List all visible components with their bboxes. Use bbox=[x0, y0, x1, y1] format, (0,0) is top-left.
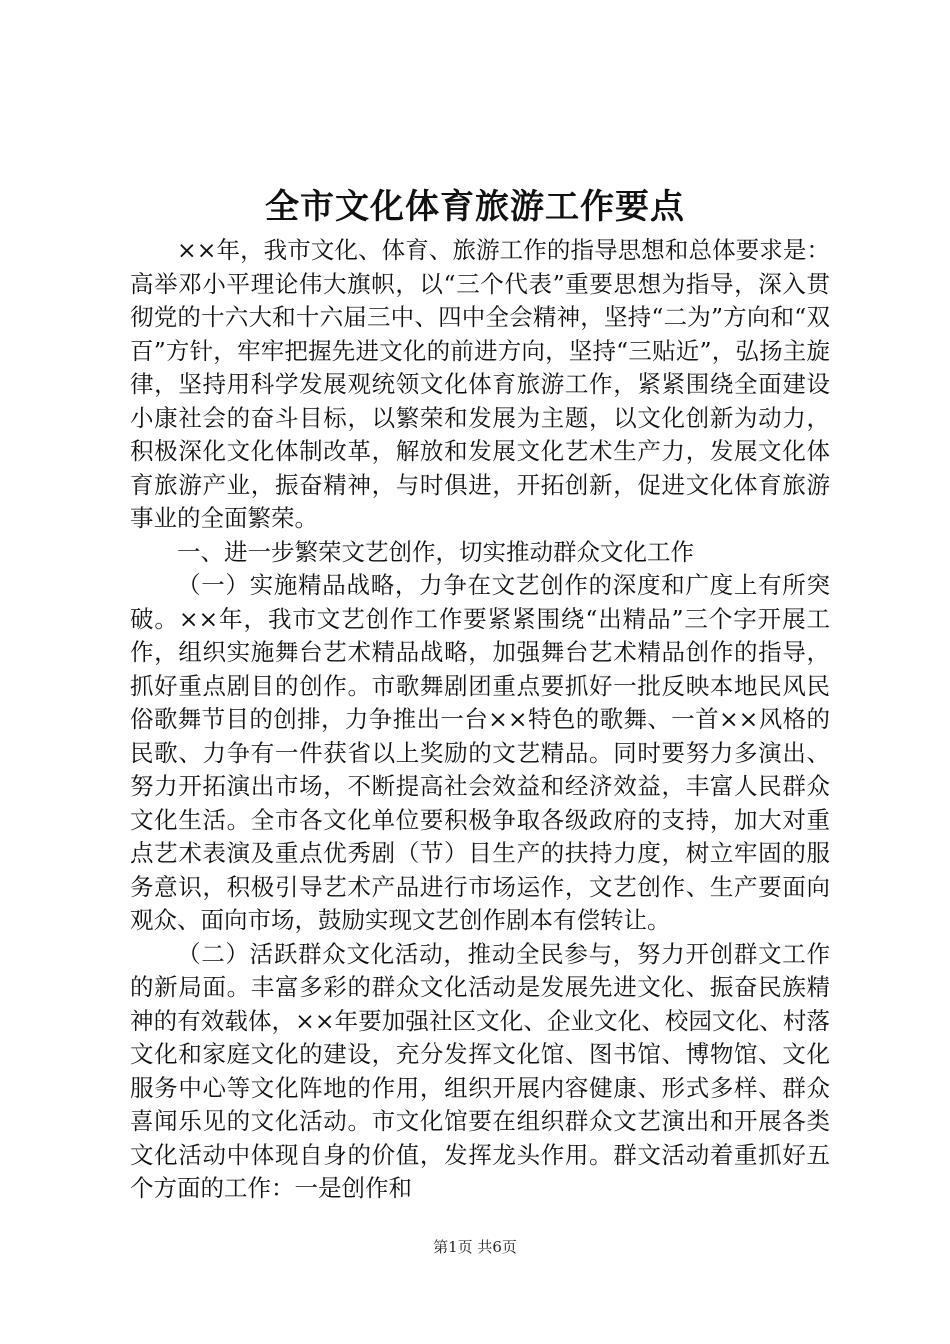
section-heading-1: 一、进一步繁荣文艺创作，切实推动群众文化工作 bbox=[177, 537, 694, 566]
paragraph-section-1-1: （一）实施精品战略，力争在文艺创作的深度和广度上有所突破。××年，我市文艺创作工作要紧紧围绕“出精品”三个字开展工作，组织实施舞台艺术精品战略，加强舞台艺术精品创作的指导，抓好重点剧目的创作。市歌舞剧团重点要抓好一批反映本地民风民俗歌舞节目的创排，力争推出一台××特色的歌舞、一首××风格的民歌、力争有一件获省以上奖励的文艺精品。同时要努力多演出、努力开拓演出市场，不断提高社会效益和经济效益，丰富人民群众文化生活。全市各文化单位要积极争取各级政府的支持，加大对重点艺术表演及重点优秀剧（节）目生产的扶持力度，树立牢固的服务意识，积极引导艺术产品进行市场运作，文艺创作、生产要面向观众、面向市场，鼓励实现文艺创作剧本有偿转让。 bbox=[130, 571, 830, 934]
document-body bbox=[130, 234, 830, 1206]
paragraph-section-1-2: （二）活跃群众文化活动，推动全民参与，努力开创群文工作的新局面。丰富多彩的群众文化活动是发展先进文化、振奋民族精神的有效载体，××年要加强社区文化、企业文化、校园文化、村落文化和家庭文化的建设，充分发挥文化馆、图书馆、博物馆、文化服务中心等文化阵地的作用，组织开展内容健康、形式多样、群众喜闻乐见的文化活动。市文化馆要在组织群众文艺演出和开展各类文化活动中体现自身的价值，发挥龙头作用。群文活动着重抓好五个方面的工作：一是创作和 bbox=[130, 939, 830, 1202]
page-footer: 第1页 共6页 bbox=[433, 1238, 517, 1256]
paragraph-intro: ××年，我市文化、体育、旅游工作的指导思想和总体要求是：高举邓小平理论伟大旗帜，以“三个代表”重要思想为指导，深入贯彻党的十六大和十六届三中、四中全会精神，坚持“二为”方向和“双百”方针，牢牢把握先进文化的前进方向，坚持“三贴近”，弘扬主旋律，坚持用科学发展观统领文化体育旅游工作，紧紧围绕全面建设小康社会的奋斗目标，以繁荣和发展为主题，以文化创新为动力，积极深化文化体制改革，解放和发展文化艺术生产力，发展文化体育旅游产业，振奋精神，与时俱进，开拓创新，促进文化体育旅游事业的全面繁荣。 bbox=[130, 236, 830, 532]
document-title: 全市文化体育旅游工作要点 bbox=[265, 187, 685, 227]
